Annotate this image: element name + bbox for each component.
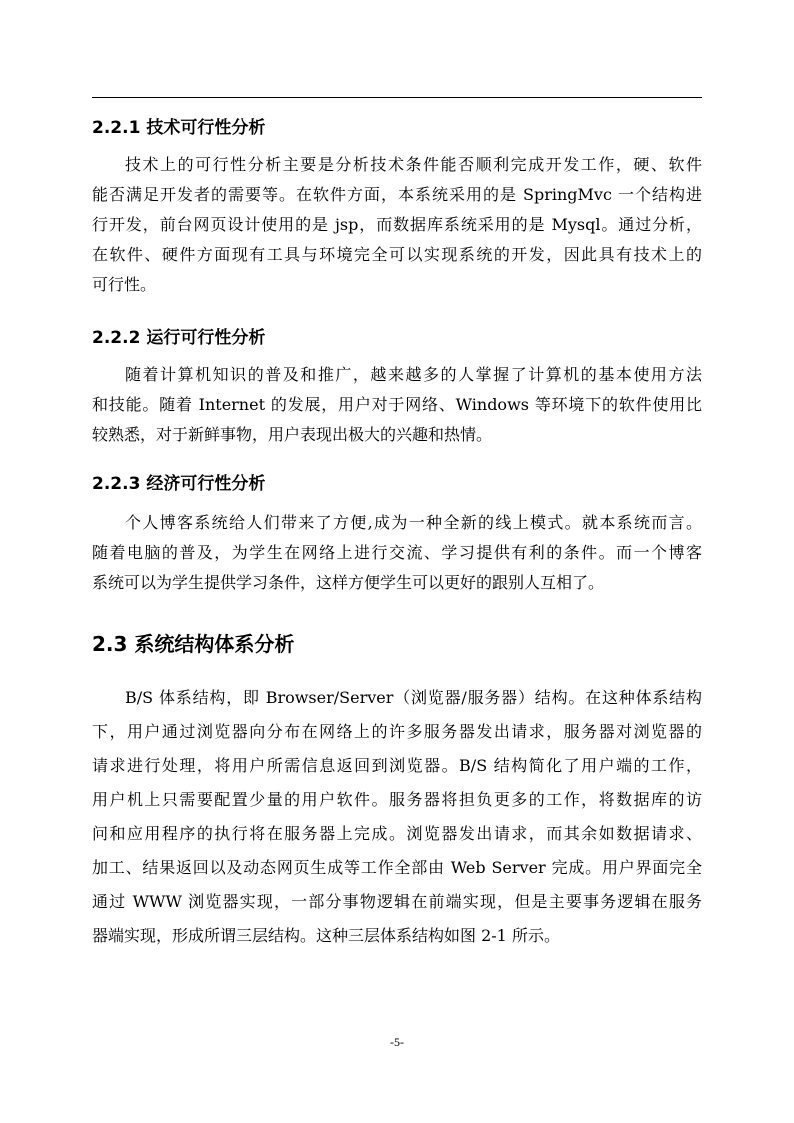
paragraph-line: 问和应用程序的执行将在服务器上完成。浏览器发出请求，而其余如数据请求、	[92, 824, 702, 843]
page-number: -5-	[390, 1035, 404, 1049]
paragraph-line: 请求进行处理，将用户所需信息返回到浏览器。B/S 结构简化了用户端的工作，	[92, 756, 702, 775]
paragraph-economic-feasibility	[92, 508, 702, 598]
paragraph-technical-feasibility	[92, 150, 702, 300]
section-heading-2-2-2: 2.2.2 运行可行性分析	[92, 328, 266, 348]
paragraph-line: 下，用户通过浏览器向分布在网络上的许多服务器发出请求，服务器对浏览器的	[92, 722, 702, 741]
section-heading-2-2-3: 2.2.3 经济可行性分析	[92, 474, 266, 494]
paragraph-line: 用户机上只需要配置少量的用户软件。服务器将担负更多的工作，将数据库的访	[92, 790, 702, 809]
paragraph-line: B/S 体系结构，即 Browser/Server（浏览器/服务器）结构。在这种体系结构	[125, 688, 702, 707]
paragraph-line: 较熟悉，对于新鲜事物，用户表现出极大的兴趣和热情。	[92, 425, 493, 444]
paragraph-line: 随着计算机知识的普及和推广，越来越多的人掌握了计算机的基本使用方法	[125, 365, 702, 384]
paragraph-line: 和技能。随着 Internet 的发展，用户对于网络、Windows 等环境下的软件使用比	[92, 395, 702, 414]
paragraph-operational-feasibility	[92, 360, 702, 450]
paragraph-line: 可行性。	[92, 275, 157, 294]
paragraph-line: 技术上的可行性分析主要是分析技术条件能否顺利完成开发工作，硬、软件	[125, 155, 702, 174]
paragraph-line: 行开发，前台网页设计使用的是 jsp，而数据库系统采用的是 Mysql。通过分析，	[92, 215, 702, 234]
paragraph-bs-architecture	[92, 681, 702, 953]
paragraph-line: 在软件、硬件方面现有工具与环境完全可以实现系统的开发，因此具有技术上的	[92, 245, 702, 264]
paragraph-line: 器端实现，形成所谓三层结构。这种三层体系结构如图 2-1 所示。	[92, 926, 560, 945]
paragraph-line: 个人博客系统给人们带来了方便,成为一种全新的线上模式。就本系统而言。	[125, 513, 702, 532]
paragraph-line: 能否满足开发者的需要等。在软件方面，本系统采用的是 SpringMvc 一个结构进	[92, 185, 702, 204]
paragraph-line: 通过 WWW 浏览器实现，一部分事物逻辑在前端实现，但是主要事务逻辑在服务	[92, 892, 702, 911]
paragraph-line: 加工、结果返回以及动态网页生成等工作全部由 Web Server 完成。用户界面完全	[92, 858, 702, 877]
section-heading-2-2-1: 2.2.1 技术可行性分析	[92, 118, 266, 138]
header-rule	[92, 97, 702, 98]
paragraph-line: 随着电脑的普及，为学生在网络上进行交流、学习提供有利的条件。而一个博客	[92, 543, 702, 562]
paragraph-line: 系统可以为学生提供学习条件，这样方便学生可以更好的跟别人互相了。	[92, 573, 605, 592]
section-heading-2-3: 2.3 系统结构体系分析	[92, 632, 295, 656]
